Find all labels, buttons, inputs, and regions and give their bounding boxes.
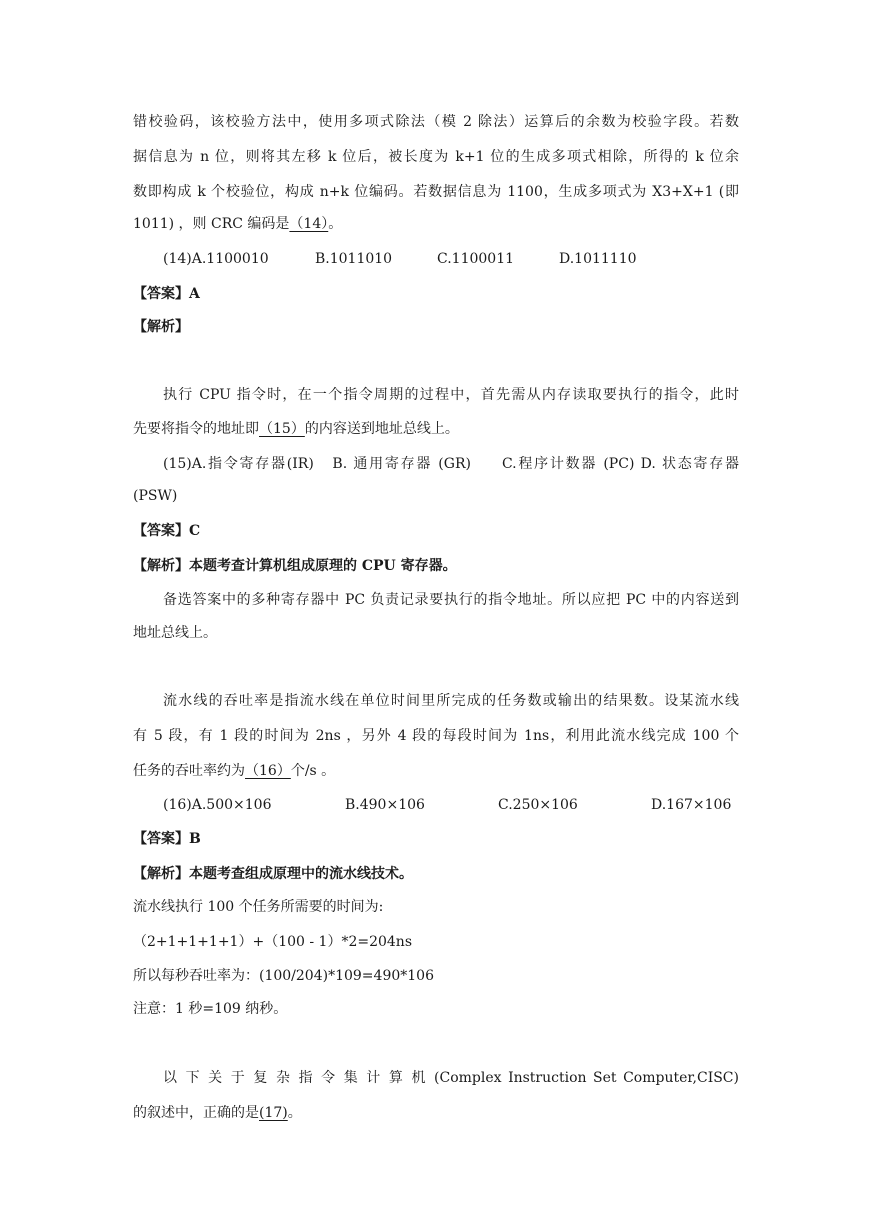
q15-explanation-2: 地址总线上。 — [133, 625, 217, 641]
q16-line-3-end: 个/s 。 — [290, 763, 336, 779]
q15-line-2 — [133, 419, 459, 439]
q14-line-3: 数即构成 k 个校验位，构成 n+k 位编码。若数据信息为 1100，生成多项式为 X3+X+1 (即 — [133, 184, 739, 200]
q15-answer: 【答案】C — [133, 523, 201, 539]
q14-option-b: B.1011010 — [315, 251, 393, 267]
q17-line-2-text: 的叙述中，正确的是 — [133, 1105, 259, 1121]
q14-answer: 【答案】A — [133, 286, 200, 302]
q14-line-4-end: 。 — [328, 216, 343, 232]
q14-options — [163, 249, 637, 269]
q14-analysis: 【解析】 — [133, 319, 189, 335]
q17-line-2 — [133, 1103, 302, 1123]
q16-answer: 【答案】B — [133, 831, 201, 847]
q14-line-4-text: 1011) ，则 CRC 编码是 — [133, 216, 290, 232]
q14-option-d: D.1011110 — [559, 251, 637, 267]
q16-option-a: (16)A.500×106 — [163, 797, 272, 813]
q16-calc-4: 注意：1 秒=109 纳秒。 — [133, 1001, 288, 1017]
q16-option-c: C.250×106 — [498, 797, 578, 813]
q16-analysis: 【解析】本题考查组成原理中的流水线技术。 — [133, 866, 413, 882]
q16-blank: （16） — [245, 763, 291, 779]
q16-option-b: B.490×106 — [345, 797, 425, 813]
q16-calc-3: 所以每秒吞吐率为：(100/204)*109=490*106 — [133, 968, 434, 984]
q15-options-line-2: (PSW) — [133, 488, 178, 504]
q16-line-1: 流水线的吞吐率是指流水线在单位时间里所完成的任务数或输出的结果数。设某流水线 — [163, 693, 739, 709]
q16-options — [163, 795, 731, 815]
q15-line-2-text: 先要将指令的地址即 — [133, 421, 259, 437]
q16-line-3 — [133, 761, 335, 781]
q16-line-2: 有 5 段，有 1 段的时间为 2ns ，另外 4 段的每段时间为 1ns，利用此流水线完成 100 个 — [133, 728, 739, 744]
q16-option-d: D.167×106 — [651, 797, 732, 813]
q15-analysis: 【解析】本题考查计算机组成原理的 CPU 寄存器。 — [133, 558, 457, 574]
q17-line-1: 以 下 关 于 复 杂 指 令 集 计 算 机 (Complex Instruction Set Computer,CISC) — [163, 1070, 739, 1086]
q15-line-2-end: 的内容送到地址总线上。 — [304, 421, 459, 437]
q15-line-1: 执行 CPU 指令时，在一个指令周期的过程中，首先需从内存读取要执行的指令，此时 — [163, 387, 739, 403]
q14-option-a: (14)A.1100010 — [163, 251, 269, 267]
q17-line-2-end: 。 — [287, 1105, 302, 1121]
q15-explanation-1: 备选答案中的多种寄存器中 PC 负责记录要执行的指令地址。所以应把 PC 中的内容送到 — [163, 592, 739, 608]
q16-calc-2: （2+1+1+1+1）+（100 - 1）*2=204ns — [133, 934, 413, 950]
q15-options-line-1: (15)A.指令寄存器(IR) B. 通用寄存器 (GR) C.程序计数器 (PC) D. 状态寄存器 — [163, 456, 739, 472]
q17-blank: (17) — [259, 1105, 288, 1121]
q14-line-2: 据信息为 n 位，则将其左移 k 位后，被长度为 k+1 位的生成多项式相除，所得的 k 位余 — [133, 149, 739, 165]
q16-line-3-text: 任务的吞吐率约为 — [133, 763, 245, 779]
q14-line-1: 错校验码，该校验方法中，使用多项式除法（模 2 除法）运算后的余数为校验字段。若数 — [133, 114, 739, 130]
q16-calc-1: 流水线执行 100 个任务所需要的时间为: — [133, 899, 384, 915]
q14-option-c: C.1100011 — [437, 251, 515, 267]
q14-line-4 — [133, 214, 342, 234]
q15-blank: （15） — [259, 421, 305, 437]
q14-blank: （14） — [289, 216, 329, 232]
